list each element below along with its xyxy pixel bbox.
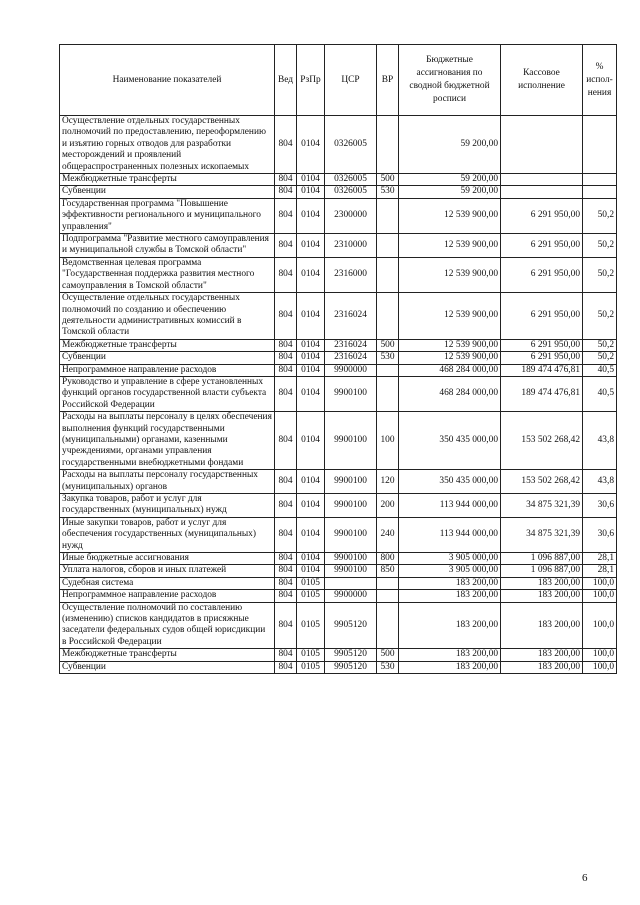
table-row (60, 174, 617, 186)
cell-rzpr: 0104 (297, 412, 325, 470)
cell-budget: 12 539 900,00 (399, 293, 501, 340)
cell-rzpr: 0104 (297, 364, 325, 376)
page-number: 6 (582, 872, 588, 884)
cell-cash: 6 291 950,00 (501, 352, 583, 364)
cell-pct (583, 116, 617, 174)
cell-name: Государственная программа "Повышение эффективности регионального и муниципального управления" (60, 198, 275, 233)
cell-cash: 6 291 950,00 (501, 339, 583, 351)
cell-csr: 2316024 (325, 339, 377, 351)
cell-rzpr: 0105 (297, 661, 325, 673)
cell-vr (377, 116, 399, 174)
cell-csr: 9900100 (325, 565, 377, 577)
cell-pct: 100,0 (583, 602, 617, 649)
cell-vr (377, 257, 399, 292)
cell-pct: 50,2 (583, 339, 617, 351)
cell-csr: 9900100 (325, 517, 377, 552)
cell-ved: 804 (275, 661, 297, 673)
cell-ved: 804 (275, 293, 297, 340)
cell-ved: 804 (275, 517, 297, 552)
cell-budget: 113 944 000,00 (399, 494, 501, 518)
cell-cash: 1 096 887,00 (501, 565, 583, 577)
cell-budget: 183 200,00 (399, 661, 501, 673)
cell-name: Уплата налогов, сборов и иных платежей (60, 565, 275, 577)
cell-pct: 40,5 (583, 376, 617, 411)
cell-csr: 0326005 (325, 186, 377, 198)
cell-budget: 183 200,00 (399, 577, 501, 589)
cell-name: Непрограммное направление расходов (60, 364, 275, 376)
cell-cash (501, 116, 583, 174)
cell-rzpr: 0105 (297, 577, 325, 589)
cell-vr (377, 293, 399, 340)
col-header-vr: ВР (377, 45, 399, 116)
cell-pct: 30,6 (583, 494, 617, 518)
cell-rzpr: 0104 (297, 293, 325, 340)
cell-ved: 804 (275, 649, 297, 661)
cell-budget: 350 435 000,00 (399, 470, 501, 494)
cell-name: Иные закупки товаров, работ и услуг для обеспечения государственных (муниципальных) нужд (60, 517, 275, 552)
cell-budget: 468 284 000,00 (399, 364, 501, 376)
cell-pct: 50,2 (583, 352, 617, 364)
cell-pct: 50,2 (583, 257, 617, 292)
cell-rzpr: 0104 (297, 257, 325, 292)
col-header-rzpr: РзПр (297, 45, 325, 116)
cell-pct: 28,1 (583, 565, 617, 577)
cell-pct: 43,8 (583, 470, 617, 494)
cell-cash: 183 200,00 (501, 661, 583, 673)
cell-name: Закупка товаров, работ и услуг для государственных (муниципальных) нужд (60, 494, 275, 518)
cell-rzpr: 0104 (297, 234, 325, 258)
cell-pct (583, 186, 617, 198)
cell-csr: 2316024 (325, 352, 377, 364)
table-row (60, 186, 617, 198)
cell-csr: 9900100 (325, 494, 377, 518)
table-row (60, 293, 617, 340)
cell-ved: 804 (275, 339, 297, 351)
cell-ved: 804 (275, 198, 297, 233)
cell-name: Субвенции (60, 661, 275, 673)
cell-csr (325, 577, 377, 589)
cell-csr: 9900100 (325, 412, 377, 470)
cell-cash: 6 291 950,00 (501, 234, 583, 258)
cell-csr: 9905120 (325, 649, 377, 661)
table-row (60, 553, 617, 565)
table-row (60, 517, 617, 552)
cell-cash: 6 291 950,00 (501, 198, 583, 233)
cell-budget: 12 539 900,00 (399, 352, 501, 364)
cell-pct: 50,2 (583, 293, 617, 340)
col-header-name: Наименование показателей (60, 45, 275, 116)
cell-vr (377, 577, 399, 589)
cell-name: Межбюджетные трансферты (60, 649, 275, 661)
table-row (60, 412, 617, 470)
cell-name: Иные бюджетные ассигнования (60, 553, 275, 565)
cell-rzpr: 0105 (297, 590, 325, 602)
cell-csr: 2316024 (325, 293, 377, 340)
table-row (60, 116, 617, 174)
cell-name: Межбюджетные трансферты (60, 339, 275, 351)
cell-cash: 6 291 950,00 (501, 293, 583, 340)
cell-pct: 40,5 (583, 364, 617, 376)
cell-rzpr: 0104 (297, 186, 325, 198)
cell-ved: 804 (275, 174, 297, 186)
cell-vr (377, 376, 399, 411)
cell-cash: 189 474 476,81 (501, 364, 583, 376)
cell-budget: 12 539 900,00 (399, 257, 501, 292)
cell-csr: 9900000 (325, 364, 377, 376)
table-row (60, 590, 617, 602)
cell-cash: 153 502 268,42 (501, 412, 583, 470)
cell-vr (377, 602, 399, 649)
cell-cash: 183 200,00 (501, 602, 583, 649)
cell-name: Осуществление отдельных государственных полномочий по созданию и обеспечению деятельности административных комиссий в Томской области (60, 293, 275, 340)
cell-vr: 530 (377, 661, 399, 673)
table-row (60, 376, 617, 411)
cell-csr: 0326005 (325, 174, 377, 186)
cell-vr: 100 (377, 412, 399, 470)
cell-pct: 100,0 (583, 577, 617, 589)
cell-name: Осуществление отдельных государственных полномочий по предоставлению, переоформлению и изъятию горных отводов для разработки месторождений и проявлений общераспространенных полезных ископаемых (60, 116, 275, 174)
budget-execution-table (59, 44, 617, 674)
cell-pct: 50,2 (583, 234, 617, 258)
table-row (60, 649, 617, 661)
col-header-csr: ЦСР (325, 45, 377, 116)
cell-pct: 50,2 (583, 198, 617, 233)
table-header (60, 45, 617, 116)
cell-cash: 183 200,00 (501, 577, 583, 589)
cell-budget: 12 539 900,00 (399, 339, 501, 351)
cell-pct: 100,0 (583, 649, 617, 661)
cell-cash: 34 875 321,39 (501, 517, 583, 552)
table-row (60, 470, 617, 494)
cell-vr (377, 198, 399, 233)
cell-name: Расходы на выплаты персоналу в целях обеспечения выполнения функций государственными (муниципальными) органами, казенными учреждениями, органами управления государственными внебюджетными фондами (60, 412, 275, 470)
table-row (60, 565, 617, 577)
cell-cash: 183 200,00 (501, 649, 583, 661)
cell-rzpr: 0104 (297, 470, 325, 494)
cell-pct: 28,1 (583, 553, 617, 565)
table-row (60, 234, 617, 258)
cell-pct: 100,0 (583, 661, 617, 673)
cell-cash (501, 186, 583, 198)
cell-pct: 43,8 (583, 412, 617, 470)
table-row (60, 661, 617, 673)
cell-vr: 530 (377, 186, 399, 198)
cell-rzpr: 0104 (297, 553, 325, 565)
cell-vr: 500 (377, 174, 399, 186)
cell-ved: 804 (275, 470, 297, 494)
cell-rzpr: 0105 (297, 649, 325, 661)
col-header-budget: Бюджетные ассигнования по сводной бюджетной росписи (399, 45, 501, 116)
cell-vr: 800 (377, 553, 399, 565)
cell-rzpr: 0104 (297, 352, 325, 364)
table-row (60, 364, 617, 376)
cell-name: Межбюджетные трансферты (60, 174, 275, 186)
col-header-pct: % испол-нения (583, 45, 617, 116)
cell-budget: 468 284 000,00 (399, 376, 501, 411)
cell-ved: 804 (275, 364, 297, 376)
cell-vr: 500 (377, 649, 399, 661)
cell-budget: 183 200,00 (399, 602, 501, 649)
cell-budget: 3 905 000,00 (399, 553, 501, 565)
cell-budget: 113 944 000,00 (399, 517, 501, 552)
cell-csr: 9900000 (325, 590, 377, 602)
cell-ved: 804 (275, 494, 297, 518)
cell-pct: 30,6 (583, 517, 617, 552)
table-row (60, 257, 617, 292)
cell-rzpr: 0104 (297, 174, 325, 186)
cell-ved: 804 (275, 186, 297, 198)
cell-ved: 804 (275, 553, 297, 565)
table-row (60, 577, 617, 589)
cell-budget: 59 200,00 (399, 186, 501, 198)
cell-budget: 12 539 900,00 (399, 198, 501, 233)
table-row (60, 602, 617, 649)
cell-vr: 850 (377, 565, 399, 577)
cell-budget: 350 435 000,00 (399, 412, 501, 470)
cell-csr: 2300000 (325, 198, 377, 233)
cell-cash: 6 291 950,00 (501, 257, 583, 292)
cell-vr (377, 364, 399, 376)
table-row (60, 339, 617, 351)
cell-ved: 804 (275, 257, 297, 292)
cell-vr: 200 (377, 494, 399, 518)
cell-rzpr: 0104 (297, 339, 325, 351)
cell-vr: 120 (377, 470, 399, 494)
cell-csr: 9900100 (325, 376, 377, 411)
cell-cash: 153 502 268,42 (501, 470, 583, 494)
cell-vr: 240 (377, 517, 399, 552)
cell-vr: 530 (377, 352, 399, 364)
cell-budget: 59 200,00 (399, 116, 501, 174)
cell-csr: 0326005 (325, 116, 377, 174)
cell-csr: 9905120 (325, 602, 377, 649)
cell-cash: 183 200,00 (501, 590, 583, 602)
cell-cash: 1 096 887,00 (501, 553, 583, 565)
cell-ved: 804 (275, 577, 297, 589)
header-row (60, 45, 617, 116)
cell-budget: 183 200,00 (399, 590, 501, 602)
cell-name: Подпрограмма "Развитие местного самоуправления и муниципальной службы в Томской области" (60, 234, 275, 258)
cell-rzpr: 0105 (297, 602, 325, 649)
cell-vr: 500 (377, 339, 399, 351)
col-header-cash: Кассовое исполнение (501, 45, 583, 116)
cell-name: Осуществление полномочий по составлению (изменению) списков кандидатов в присяжные заседатели федеральных судов общей юрисдикции в Российской Федерации (60, 602, 275, 649)
cell-csr: 2316000 (325, 257, 377, 292)
cell-csr: 9900100 (325, 553, 377, 565)
cell-ved: 804 (275, 412, 297, 470)
cell-vr (377, 234, 399, 258)
cell-vr (377, 590, 399, 602)
cell-name: Расходы на выплаты персоналу государственных (муниципальных) органов (60, 470, 275, 494)
cell-ved: 804 (275, 234, 297, 258)
cell-csr: 9900100 (325, 470, 377, 494)
cell-rzpr: 0104 (297, 517, 325, 552)
col-header-ved: Вед (275, 45, 297, 116)
cell-rzpr: 0104 (297, 116, 325, 174)
cell-rzpr: 0104 (297, 198, 325, 233)
cell-ved: 804 (275, 565, 297, 577)
cell-name: Субвенции (60, 186, 275, 198)
cell-budget: 3 905 000,00 (399, 565, 501, 577)
cell-budget: 59 200,00 (399, 174, 501, 186)
cell-rzpr: 0104 (297, 494, 325, 518)
cell-name: Субвенции (60, 352, 275, 364)
table-row (60, 198, 617, 233)
cell-name: Непрограммное направление расходов (60, 590, 275, 602)
cell-name: Судебная система (60, 577, 275, 589)
cell-pct (583, 174, 617, 186)
table-row (60, 494, 617, 518)
cell-ved: 804 (275, 602, 297, 649)
cell-rzpr: 0104 (297, 565, 325, 577)
cell-name: Руководство и управление в сфере установленных функций органов государственной власти субъекта Российской Федерации (60, 376, 275, 411)
cell-ved: 804 (275, 352, 297, 364)
cell-cash (501, 174, 583, 186)
cell-ved: 804 (275, 590, 297, 602)
cell-rzpr: 0104 (297, 376, 325, 411)
table-body (60, 116, 617, 674)
cell-budget: 12 539 900,00 (399, 234, 501, 258)
table-row (60, 352, 617, 364)
cell-ved: 804 (275, 376, 297, 411)
cell-csr: 2310000 (325, 234, 377, 258)
cell-cash: 34 875 321,39 (501, 494, 583, 518)
cell-budget: 183 200,00 (399, 649, 501, 661)
cell-csr: 9905120 (325, 661, 377, 673)
cell-cash: 189 474 476,81 (501, 376, 583, 411)
cell-ved: 804 (275, 116, 297, 174)
cell-name: Ведомственная целевая программа "Государственная поддержка развития местного самоуправления в Томской области" (60, 257, 275, 292)
cell-pct: 100,0 (583, 590, 617, 602)
